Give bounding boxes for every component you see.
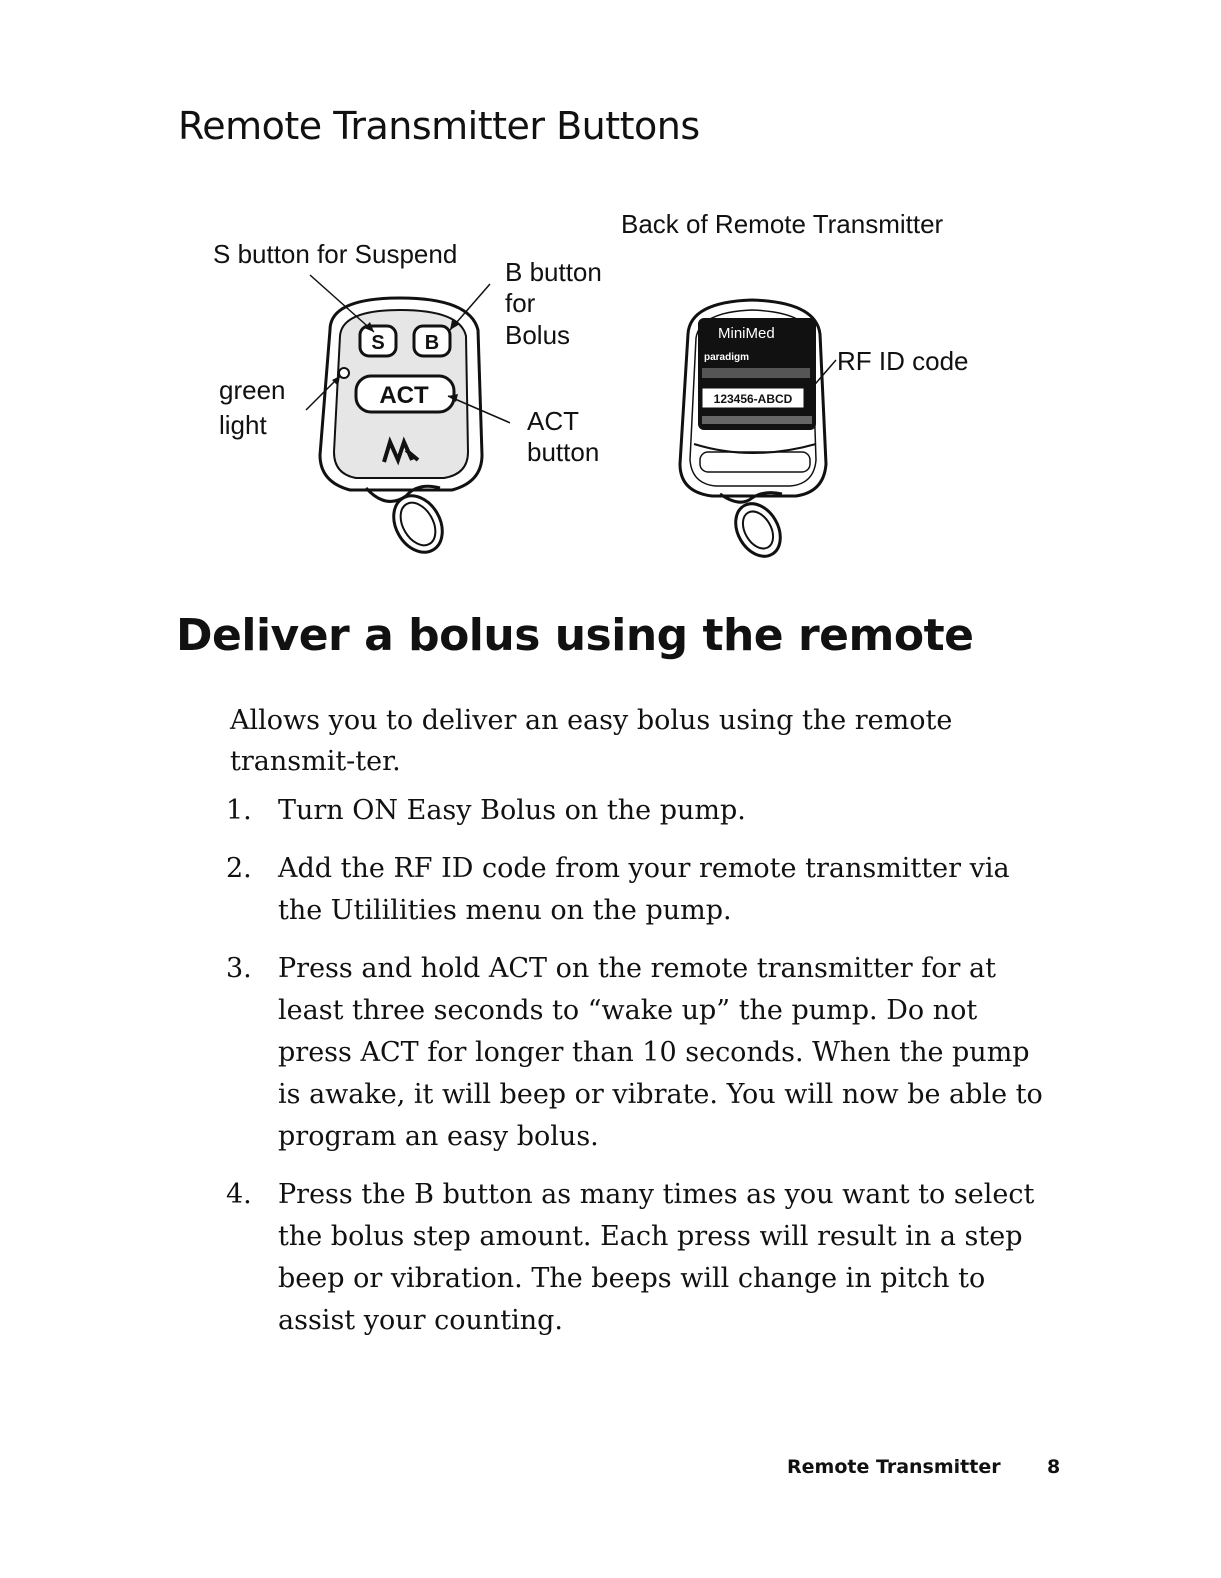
front-remote-illustration <box>290 270 510 580</box>
list-item <box>226 948 1056 1158</box>
step-number: 4. <box>226 1179 252 1210</box>
list-item <box>226 1174 1056 1342</box>
step-number: 3. <box>226 953 252 984</box>
step-text: Turn ON Easy Bolus on the pump. <box>278 795 746 826</box>
back-product-text: paradigm <box>704 352 750 363</box>
footer-section-label: Remote Transmitter <box>787 1456 1001 1478</box>
svg-text:S: S <box>371 332 385 354</box>
rf-id-label: RF ID code <box>837 346 969 376</box>
b-button-label-line2: for <box>505 288 536 318</box>
green-light-label-line2: light <box>219 410 267 440</box>
steps-list <box>226 790 1056 1358</box>
b-button-label-line3: Bolus <box>505 320 571 350</box>
intro-paragraph: Allows you to deliver an easy bolus using the remote transmit-ter. <box>230 705 953 777</box>
svg-text:B: B <box>424 332 440 354</box>
step-number: 2. <box>226 853 252 884</box>
back-caption: Back of Remote Transmitter <box>621 209 944 239</box>
act-button-label-line2: button <box>527 437 600 467</box>
back-remote-illustration <box>660 294 850 574</box>
back-brand-text: MiniMed <box>718 325 775 342</box>
main-title: Deliver a bolus using the remote <box>176 610 974 661</box>
page-number: 8 <box>1047 1456 1061 1478</box>
s-button-label: S button for Suspend <box>213 239 458 269</box>
key-ring <box>384 487 452 561</box>
list-item <box>226 790 1056 832</box>
green-light-label-line1: green <box>219 375 286 405</box>
step-text: Press the B button as many times as you want to select the bolus step amount. Each press will result in a step beep or vibration. The beeps will change in pitch to assist your counting. <box>278 1179 1035 1336</box>
b-key <box>414 326 450 356</box>
svg-text:ACT: ACT <box>379 382 429 409</box>
back-key-ring <box>727 496 790 564</box>
b-button-label-line1: B button <box>505 257 602 287</box>
act-button-label-line1: ACT <box>527 406 579 436</box>
step-number: 1. <box>226 795 252 826</box>
section-title: Remote Transmitter Buttons <box>178 104 700 148</box>
step-text: Press and hold ACT on the remote transmitter for at least three seconds to “wake up” the pump. Do not press ACT for longer than 10 seconds. When the pump is awake, it will beep or vibrate. You will now be able to program an easy bolus. <box>278 953 1043 1152</box>
list-item <box>226 848 1056 932</box>
s-key <box>360 326 396 356</box>
act-key <box>356 376 454 412</box>
step-text: Add the RF ID code from your remote transmitter via the Utililities menu on the pump. <box>278 853 1010 926</box>
back-rf-code-text: 123456-ABCD <box>713 392 793 406</box>
